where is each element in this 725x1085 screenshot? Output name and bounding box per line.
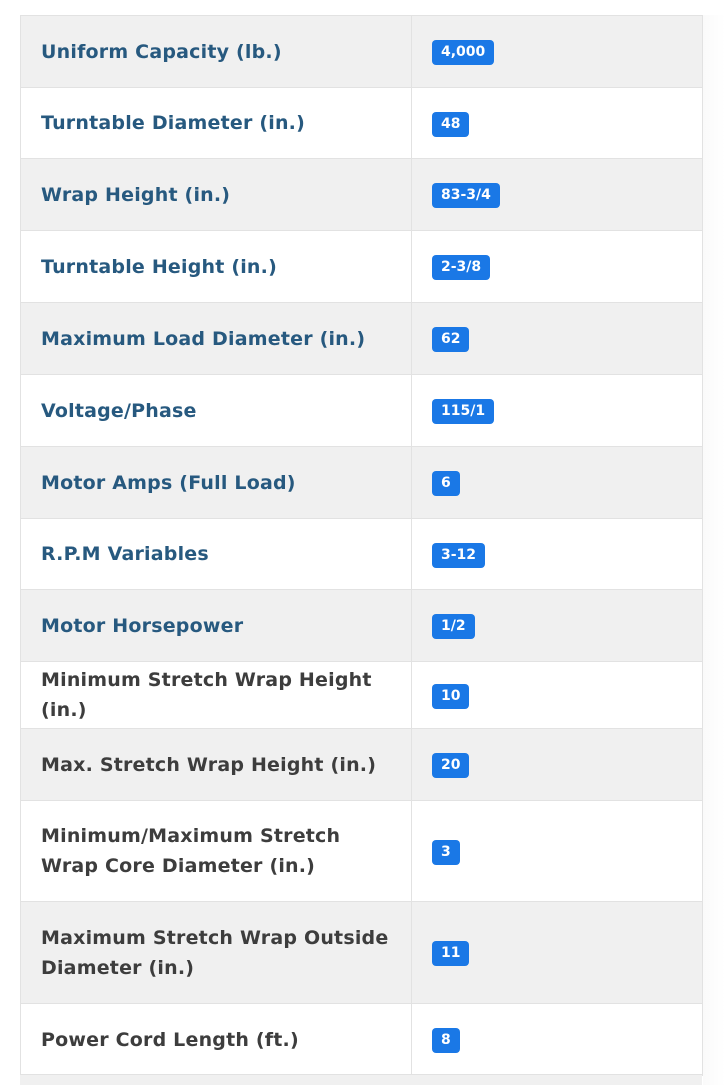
table-row bbox=[21, 902, 703, 1004]
spec-value-badge: 10 bbox=[432, 684, 469, 709]
table-row bbox=[21, 159, 703, 231]
spec-value-cell bbox=[412, 729, 703, 801]
spec-label: Wrap Height (in.) bbox=[21, 159, 412, 231]
table-row bbox=[21, 662, 703, 729]
spec-value-badge: 83-3/4 bbox=[432, 183, 500, 208]
spec-value-cell bbox=[412, 902, 703, 1004]
page-edge-shade bbox=[703, 15, 725, 1085]
spec-value-cell bbox=[412, 231, 703, 303]
table-row bbox=[21, 1004, 703, 1076]
spec-value-cell bbox=[412, 590, 703, 662]
spec-value-badge: 4,000 bbox=[432, 40, 494, 65]
spec-label: Minimum/Maximum Stretch Wrap Core Diameter (in.) bbox=[21, 801, 412, 902]
spec-value-cell bbox=[412, 447, 703, 519]
spec-label: Turntable Diameter (in.) bbox=[21, 88, 412, 159]
spec-value-badge: 48 bbox=[432, 112, 469, 137]
spec-value-cell bbox=[412, 159, 703, 231]
table-row bbox=[21, 231, 703, 303]
spec-value-cell bbox=[412, 801, 703, 902]
spec-label: Motor Horsepower bbox=[21, 590, 412, 662]
spec-value-badge: 2-3/8 bbox=[432, 255, 490, 280]
spec-label: Uniform Capacity (lb.) bbox=[21, 16, 412, 88]
spec-value-cell bbox=[412, 375, 703, 447]
spec-value-badge: 3-12 bbox=[432, 543, 485, 568]
spec-label: Maximum Stretch Wrap Outside Diameter (in.) bbox=[21, 902, 412, 1004]
table-row bbox=[21, 88, 703, 159]
spec-value-badge: 62 bbox=[432, 327, 469, 352]
spec-value-cell bbox=[412, 1004, 703, 1076]
spec-table bbox=[20, 15, 703, 1076]
table-row bbox=[21, 303, 703, 375]
spec-value-badge: 8 bbox=[432, 1028, 460, 1053]
spec-value-cell bbox=[412, 662, 703, 729]
spec-label: Max. Stretch Wrap Height (in.) bbox=[21, 729, 412, 801]
spec-label: Turntable Height (in.) bbox=[21, 231, 412, 303]
table-row bbox=[21, 729, 703, 801]
table-row bbox=[21, 590, 703, 662]
table-row bbox=[21, 801, 703, 902]
spec-table-container bbox=[20, 15, 703, 1076]
table-row bbox=[21, 375, 703, 447]
spec-label: Maximum Load Diameter (in.) bbox=[21, 303, 412, 375]
spec-label: Power Cord Length (ft.) bbox=[21, 1004, 412, 1076]
spec-label: Motor Amps (Full Load) bbox=[21, 447, 412, 519]
spec-value-cell bbox=[412, 16, 703, 88]
spec-value-cell bbox=[412, 303, 703, 375]
spec-label: Voltage/Phase bbox=[21, 375, 412, 447]
spec-label: Minimum Stretch Wrap Height (in.) bbox=[21, 662, 412, 729]
spec-value-badge: 6 bbox=[432, 471, 460, 496]
table-row bbox=[21, 16, 703, 88]
spec-value-badge: 20 bbox=[432, 753, 469, 778]
table-row bbox=[21, 519, 703, 590]
spec-value-cell bbox=[412, 519, 703, 590]
spec-value-badge: 11 bbox=[432, 941, 469, 966]
spec-value-badge: 115/1 bbox=[432, 399, 494, 424]
spec-value-badge: 3 bbox=[432, 840, 460, 865]
table-row bbox=[21, 447, 703, 519]
spec-value-badge: 1/2 bbox=[432, 614, 475, 639]
next-row-edge bbox=[20, 1074, 702, 1085]
spec-label: R.P.M Variables bbox=[21, 519, 412, 590]
spec-value-cell bbox=[412, 88, 703, 159]
